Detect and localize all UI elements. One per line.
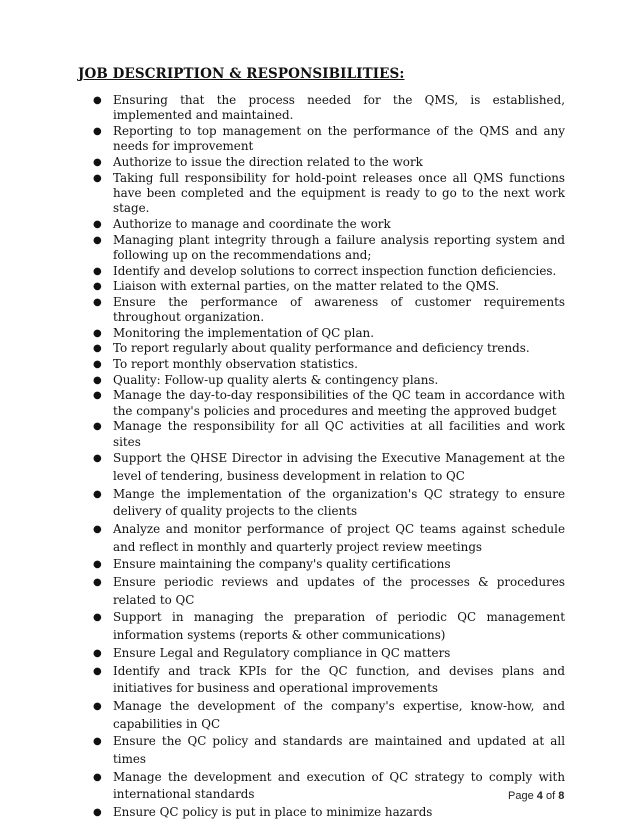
list-item-text: Identify and track KPIs for the QC function, and devises plans and initiatives for business and operational improvements <box>113 663 565 696</box>
list-item-text: Manage the day-to-day responsibilities of the QC team in accordance with the company's policies and procedures and meeting the approved budget <box>113 388 565 418</box>
bullet-icon: ● <box>93 421 102 433</box>
bullet-icon: ● <box>93 488 102 500</box>
list-item <box>93 645 565 663</box>
bullet-icon: ● <box>93 327 102 339</box>
list-item <box>93 804 565 822</box>
bullet-icon: ● <box>93 358 102 370</box>
list-item <box>93 93 565 124</box>
list-item-text: Mange the implementation of the organization's QC strategy to ensure delivery of quality projects to the clients <box>113 486 565 519</box>
bullet-icon: ● <box>93 559 102 571</box>
bullet-icon: ● <box>93 577 102 589</box>
responsibilities-list <box>93 93 565 822</box>
list-item <box>93 486 565 521</box>
list-item-text: Ensure the performance of awareness of customer requirements throughout organization. <box>113 294 565 325</box>
bullet-icon: ● <box>93 523 102 535</box>
bullet-icon: ● <box>93 647 102 659</box>
bullet-icon: ● <box>93 157 102 168</box>
list-item-text: Managing plant integrity through a failure analysis reporting system and following up on the recommendations and; <box>113 232 565 262</box>
bullet-icon: ● <box>93 219 102 230</box>
list-item-text: Manage the development and execution of QC strategy to comply with international standards <box>113 769 565 802</box>
bullet-icon: ● <box>93 172 102 184</box>
list-item-text: Quality: Follow-up quality alerts & contingency plans. <box>113 372 439 387</box>
bullet-icon: ● <box>93 296 102 308</box>
list-item <box>93 341 565 356</box>
list-item <box>93 372 565 388</box>
bullet-icon: ● <box>93 665 102 677</box>
list-item <box>93 155 565 170</box>
list-item-text: Authorize to issue the direction related to the work <box>113 155 423 169</box>
bullet-icon: ● <box>93 771 102 783</box>
list-item-text: Support in managing the preparation of periodic QC management information systems (reports & other communications) <box>113 610 565 643</box>
list-item <box>93 124 565 155</box>
list-item <box>93 698 565 733</box>
bullet-icon: ● <box>93 612 102 624</box>
list-item-text: Identify and develop solutions to correct inspection function deficiencies. <box>113 263 557 278</box>
list-item-text: Ensuring that the process needed for the QMS, is established, implemented and maintained. <box>113 93 565 123</box>
list-item <box>93 521 565 556</box>
bullet-icon: ● <box>93 807 102 819</box>
list-item-text: Analyze and monitor performance of project QC teams against schedule and reflect in monthly and quarterly project review meetings <box>113 521 565 554</box>
total-pages: 8 <box>558 790 565 802</box>
bullet-icon: ● <box>93 281 102 293</box>
list-item-text: Authorize to manage and coordinate the work <box>113 217 391 231</box>
bullet-icon: ● <box>93 736 102 748</box>
list-item <box>93 170 565 217</box>
page-footer <box>508 790 564 802</box>
list-item <box>93 609 565 644</box>
bullet-icon: ● <box>93 374 102 386</box>
list-item-text: Ensure periodic reviews and updates of the processes & procedures related to QC <box>113 575 565 607</box>
list-item <box>93 556 565 574</box>
list-item-text: Taking full responsibility for hold-point releases once all QMS functions have been completed and the equipment is ready to go to the next work stage. <box>113 170 565 216</box>
list-item-text: Ensure QC policy is put in place to minimize hazards <box>113 805 433 820</box>
list-item <box>93 733 565 768</box>
list-item-text: Support the QHSE Director in advising the Executive Management at the level of tendering, business development in relation to QC <box>113 451 565 483</box>
list-item-text: Ensure maintaining the company's quality certifications <box>113 557 451 572</box>
list-item <box>93 663 565 698</box>
list-item <box>93 388 565 419</box>
page-number: 4 <box>536 790 543 802</box>
list-item <box>93 263 565 279</box>
list-item <box>93 325 565 341</box>
bullet-icon: ● <box>93 700 102 712</box>
bullet-icon: ● <box>93 343 102 355</box>
section-heading: JOB DESCRIPTION & RESPONSIBILITIES: <box>78 66 405 82</box>
list-item-text: Reporting to top management on the performance of the QMS and any needs for improvement <box>113 124 565 154</box>
list-item <box>93 217 565 232</box>
bullet-icon: ● <box>93 234 102 246</box>
bullet-icon: ● <box>93 95 102 106</box>
list-item <box>93 419 565 450</box>
list-item-text: Manage the development of the company's expertise, know-how, and capabilities in QC <box>113 698 565 731</box>
bullet-icon: ● <box>93 265 102 277</box>
list-item <box>93 356 565 372</box>
of-label: of <box>545 790 556 802</box>
list-item-text: Monitoring the implementation of QC plan. <box>113 325 374 340</box>
list-item-text: To report regularly about quality performance and deficiency trends. <box>113 341 530 356</box>
list-item <box>93 279 565 294</box>
list-item <box>93 294 565 326</box>
list-item-text: Manage the responsibility for all QC activities at all facilities and work sites <box>113 419 565 449</box>
list-item-text: To report monthly observation statistics. <box>113 356 358 371</box>
bullet-icon: ● <box>93 126 102 137</box>
page-label: Page <box>508 790 534 802</box>
list-item-text: Ensure the QC policy and standards are maintained and updated at all times <box>113 734 565 766</box>
list-item <box>93 574 565 609</box>
list-item <box>93 769 565 804</box>
list-item <box>93 232 565 264</box>
list-item-text: Ensure Legal and Regulatory compliance in QC matters <box>113 645 451 660</box>
list-item <box>93 450 565 485</box>
list-item-text: Liaison with external parties, on the matter related to the QMS. <box>113 279 500 294</box>
bullet-icon: ● <box>93 390 102 402</box>
bullet-icon: ● <box>93 453 102 465</box>
